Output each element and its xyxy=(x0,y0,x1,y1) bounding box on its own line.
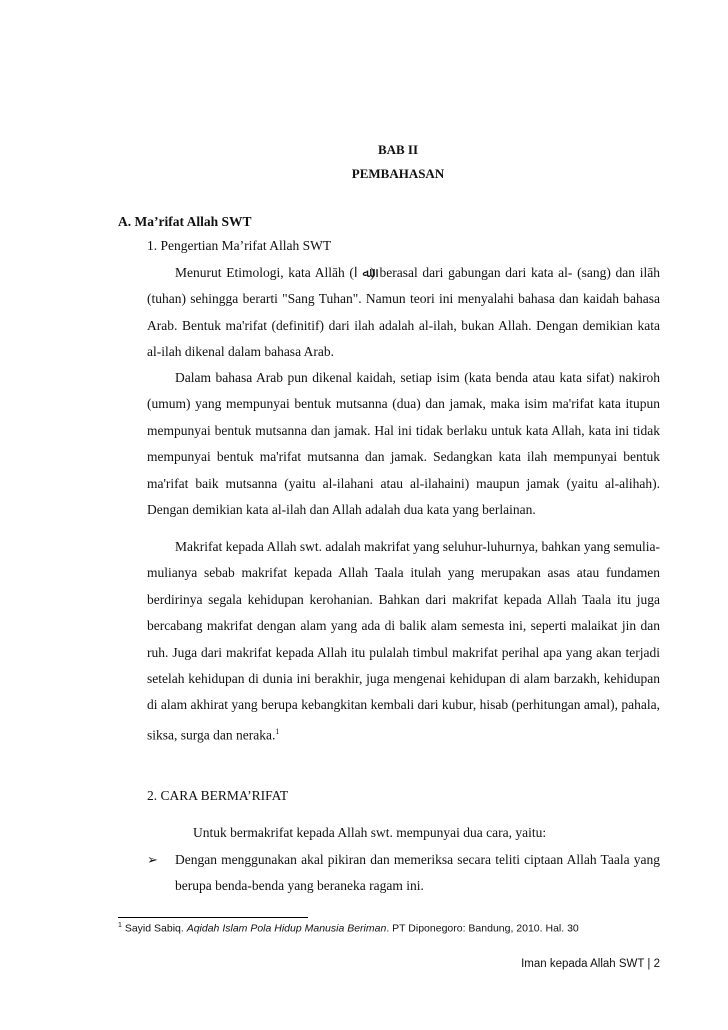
subsection-heading-1: 1. Pengertian Ma’rifat Allah SWT xyxy=(147,238,332,253)
bullet-item-text: Dengan menggunakan akal pikiran dan memeriksa secara teliti ciptaan Allah Taala yang berupa benda-benda yang beraneka ragam ini. xyxy=(175,852,660,894)
page-footer: Iman kepada Allah SWT | 2 xyxy=(521,958,660,970)
subsection-heading-2: 2. CARA BERMA’RIFAT xyxy=(147,788,289,803)
footnote-divider xyxy=(118,917,308,918)
footnote-author: Sayid Sabiq. xyxy=(124,922,187,935)
footnote-book-title: Aqidah Islam Pola Hidup Manusia Beriman xyxy=(186,922,387,935)
footnote-publisher: . PT Diponegoro: Bandung, 2010. Hal. 30 xyxy=(386,922,579,935)
paragraph-makrifat xyxy=(147,534,660,749)
paragraph-etimologi: Menurut Etimologi, kata Allāh (ﷲ ا) berasal dari gabungan dari kata al- (sang) dan ilāh (tuhan) sehingga berarti "Sang Tuhan". Namun teori ini menyalahi bahasa dan kaidah bahasa Arab. Bentuk ma'rifat (definitif) dari ilah adalah al-ilah, bukan Allah. Dengan demikian kata al-ilah dikenal dalam bahasa Arab. xyxy=(147,265,660,360)
section-heading: A. Ma’rifat Allah SWT xyxy=(118,214,252,229)
chapter-title: PEMBAHASAN xyxy=(351,166,445,181)
footnote xyxy=(118,922,579,935)
footnote-number: 1 xyxy=(118,922,122,929)
paragraph-kaidah: Dalam bahasa Arab pun dikenal kaidah, setiap isim (kata benda atau kata sifat) nakiroh (umum) yang mempunyai bentuk mutsanna (dua) dan jamak, maka isim ma'rifat kata itupun mempunyai bentuk mutsanna dan jamak. Hal ini tidak berlaku untuk kata Allah, kata ini tidak mempunyai bentuk ma'rifat mutsanna dan jamak. Sedangkan kata ilah mempunyai bentuk ma'rifat baik mutsanna (yaitu al-ilahani atau al-ilahaini) maupun jamak (yaitu al-alihah). Dengan demikian kata al-ilah dan Allah adalah dua kata yang berlainan. xyxy=(147,370,660,518)
paragraph-makrifat-text: Makrifat kepada Allah swt. adalah makrifat yang seluhur-luhurnya, bahkan yang semulia-mulianya sebab makrifat kepada Allah Taala itulah yang merupakan asas atau fundamen berdirinya segala kehidupan kerohanian. Bahkan dari makrifat kepada Allah Taala itu juga bercabang makrifat dengan alam yang ada di balik alam semesta ini, seperti malaikat jin dan ruh. Juga dari makrifat kepada Allah itu pulalah timbul makrifat perihal apa yang akan terjadi setelah kehidupan di dunia ini berakhir, juga mengenai kehidupan di alam barzakh, kehidupan di alam akhirat yang berupa kebangkitan kembali dari kubur, hisab (perhitungan amal), pahala, siksa, surga dan neraka. xyxy=(147,539,660,743)
chapter-heading: BAB II xyxy=(377,142,419,157)
paragraph-cara-intro: Untuk bermakrifat kepada Allah swt. mempunyai dua cara, yaitu: xyxy=(193,825,547,840)
footnote-reference[interactable]: 1 xyxy=(275,726,280,736)
arrow-bullet-icon: ➢ xyxy=(147,852,158,867)
